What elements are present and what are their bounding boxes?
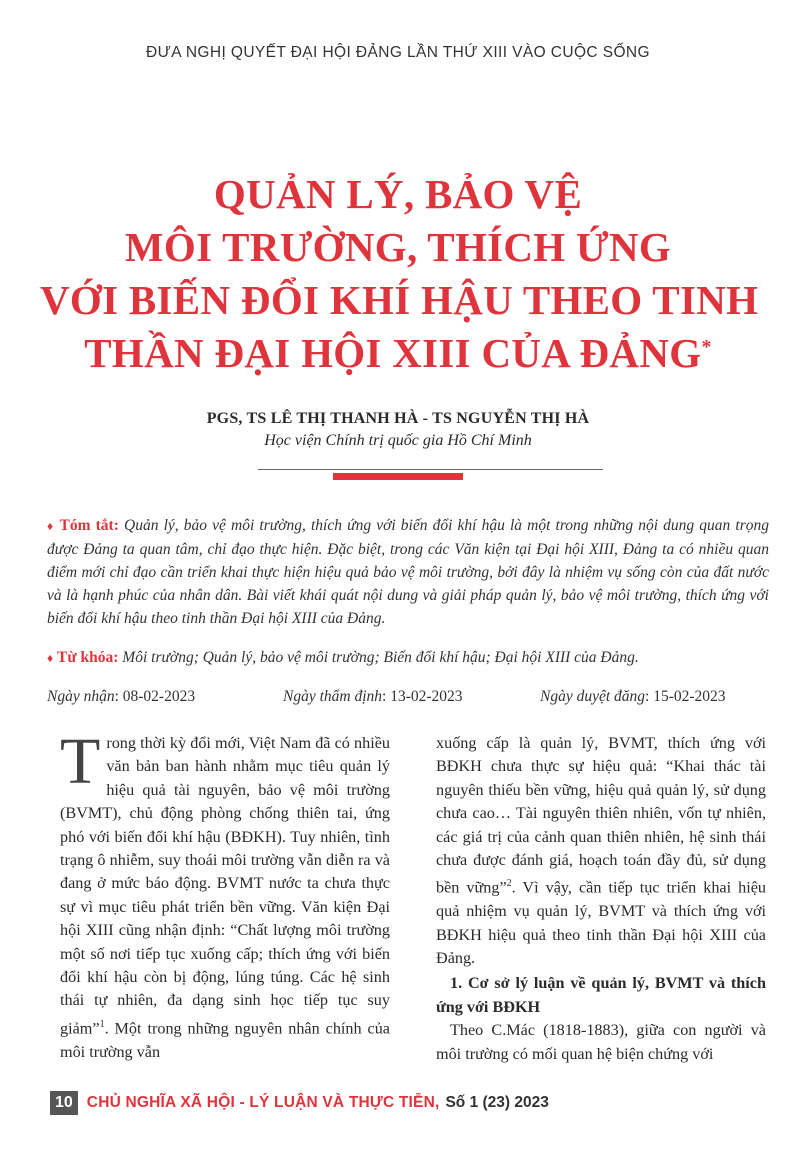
date-approved-value: : 15-02-2023	[645, 688, 726, 705]
title-line-2: MÔI TRƯỜNG, THÍCH ỨNG	[124, 224, 672, 270]
body-paragraph: Theo C.Mác (1818-1883), giữa con người và môi trường có mối quan hệ biện chứng với	[436, 1021, 766, 1063]
keywords-text: Môi trường; Quản lý, bảo vệ môi trường; Biến đổi khí hậu; Đại hội XIII của Đảng.	[122, 649, 639, 666]
page-number: 10	[50, 1091, 78, 1115]
footnote-ref-2: 2	[506, 878, 512, 890]
body-column-right	[436, 732, 766, 1066]
authors: PGS, TS LÊ THỊ THANH HÀ - TS NGUYỄN THỊ HÀ	[206, 410, 590, 427]
affiliation: Học viện Chính trị quốc gia Hồ Chí Minh	[264, 432, 532, 449]
running-head: ĐƯA NGHỊ QUYẾT ĐẠI HỘI ĐẢNG LẦN THỨ XIII VÀO CUỘC SỐNG	[146, 44, 650, 61]
page-footer	[50, 1091, 549, 1115]
date-received-value: : 08-02-2023	[114, 688, 196, 705]
keywords	[47, 646, 769, 670]
date-received-label: Ngày nhận	[47, 688, 115, 705]
footnote-ref-1: 1	[99, 1018, 105, 1030]
body-text: rong thời kỳ đổi mới, Việt Nam đã có nhiều văn bản ban hành nhằm mục tiêu quản lý hiệu quả tài nguyên, bảo vệ môi trường (BVMT), chủ động phòng chống thiên tai, ứng phó với biến đổi khí hậu (BĐKH). Tuy nhiên, tình trạng ô nhiễm, suy thoái môi trường vẫn diễn ra và đang ở mức báo động. BVMT nước ta chưa thực sự vì mục tiêu phát triển bền vững. Văn kiện Đại hội XIII cũng nhận định: “Chất lượng môi trường một số nơi tiếp tục xuống cấp; thích ứng với biến đổi khí hậu còn bị động, lúng túng. Các hệ sinh thái tự nhiên, đa dạng sinh học tiếp tục suy giảm”	[60, 734, 390, 1038]
date-approved-label: Ngày duyệt đăng	[540, 688, 646, 705]
title-line-3: VỚI BIẾN ĐỔI KHÍ HẬU THEO TINH	[40, 277, 759, 323]
abstract	[47, 514, 769, 630]
abstract-label: Tóm tắt:	[59, 517, 119, 534]
body-column-left	[60, 725, 390, 1064]
date-reviewed	[283, 688, 463, 706]
body-text: . Vì vậy, cần tiếp tục triển khai hiệu quả nhiệm vụ quản lý, BVMT và thích ứng với BĐKH hiệu quả theo tinh thần Đại hội XIII của Đảng.	[436, 878, 766, 968]
dates-row	[47, 688, 769, 712]
divider-line	[258, 469, 603, 470]
date-reviewed-value: : 13-02-2023	[382, 688, 463, 705]
body-text: xuống cấp là quản lý, BVMT, thích ứng với BĐKH chưa thực sự hiệu quả: “Khai thác tài nguyên thiếu bền vững, hiệu quả quản lý, sử dụng chưa cao… Tài nguyên thiên nhiên, vốn tự nhiên, các giá trị của cảnh quan thiên nhiên, hệ sinh thái chưa được đánh giá, hoạch toán đầy đủ, sử dụng bền vững”	[436, 734, 766, 897]
section-heading: 1. Cơ sở lý luận về quản lý, BVMT và thích ứng với BĐKH	[436, 974, 766, 1016]
title-footnote-mark: *	[701, 336, 712, 358]
issue-number: Số 1 (23) 2023	[445, 1094, 549, 1111]
journal-name: CHỦ NGHĨA XÃ HỘI - LÝ LUẬN VÀ THỰC TIỄN,	[86, 1094, 440, 1111]
date-approved	[540, 688, 726, 706]
date-reviewed-label: Ngày thẩm định	[283, 688, 383, 705]
date-received	[47, 688, 195, 706]
body-paragraph	[60, 725, 390, 1064]
title-line-4	[40, 327, 756, 380]
title-line-1: QUẢN LÝ, BẢO VỆ	[213, 171, 583, 217]
red-accent-bar	[333, 473, 463, 480]
drop-cap: T	[60, 725, 101, 798]
diamond-bullet-icon: ♦	[47, 519, 55, 533]
abstract-text: Quản lý, bảo vệ môi trường, thích ứng với biến đổi khí hậu là một trong những nội dung quan trọng được Đảng ta quan tâm, chỉ đạo thực hiện. Đặc biệt, trong các Văn kiện tại Đại hội XIII, Đảng ta có nhiều quan điểm mới chỉ đạo cần triển khai thực hiện hiệu quả bảo vệ môi trường, bởi đây là nhiệm vụ sống còn của đất nước và là hạnh phúc của nhân dân. Bài viết khái quát nội dung và giải pháp quản lý, bảo vệ môi trường, thích ứng với biến đổi khí hậu theo tinh thần Đại hội XIII của Đảng.	[47, 517, 770, 628]
article-title	[40, 168, 759, 380]
title-line-4-text: THẦN ĐẠI HỘI XIII CỦA ĐẢNG	[84, 330, 702, 376]
diamond-bullet-icon: ♦	[47, 651, 54, 665]
keywords-label: Từ khóa:	[57, 649, 119, 666]
body-text: . Một trong những nguyên nhân chính của môi trường vẫn	[60, 1019, 390, 1061]
body-paragraph	[436, 732, 766, 970]
